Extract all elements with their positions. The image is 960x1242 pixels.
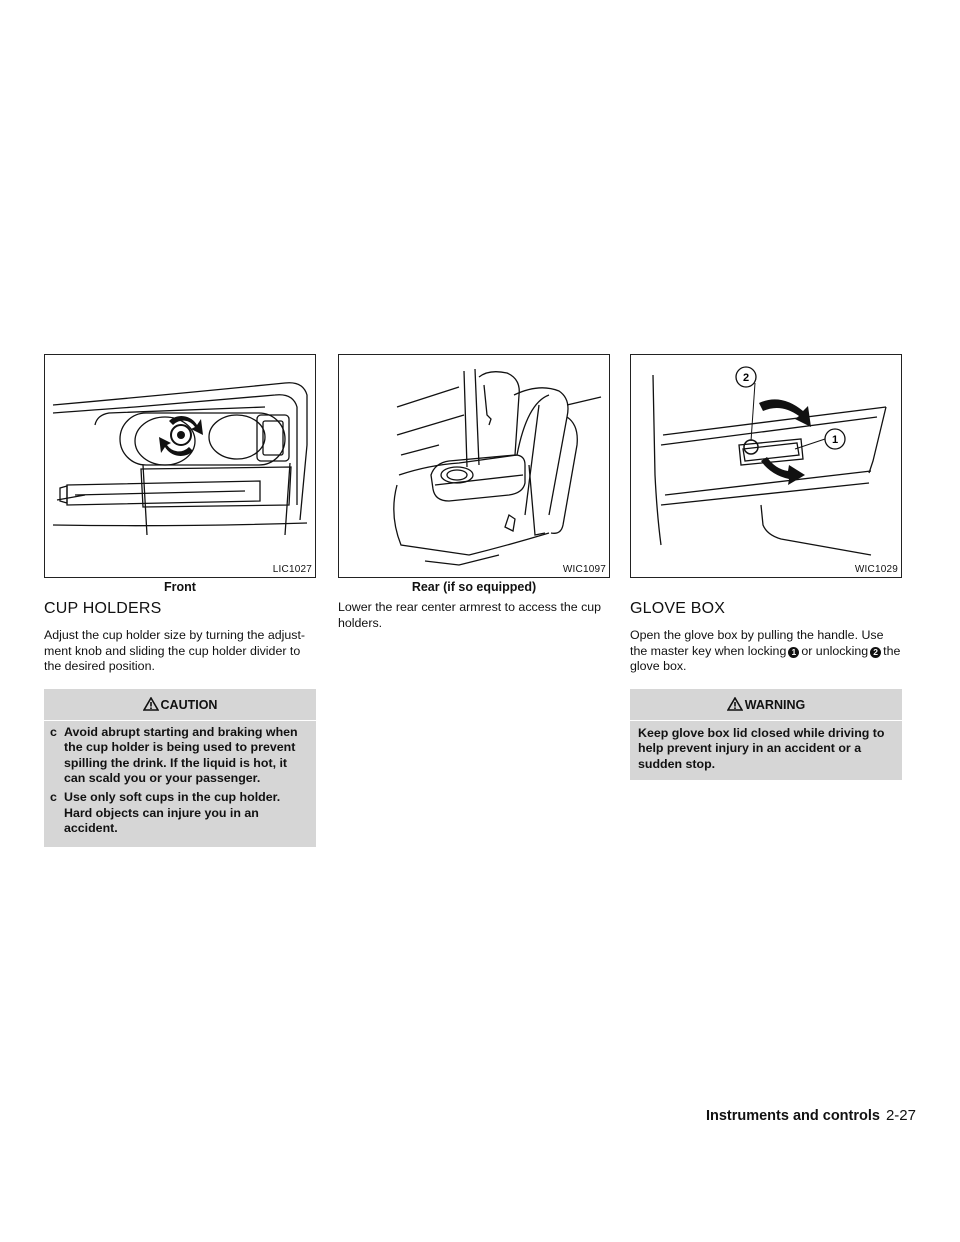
page-number: 2-27	[885, 1107, 916, 1124]
marker-2: 2	[870, 647, 881, 658]
caution-item-text: Avoid abrupt starting and braking when the cup holder is being used to prevent spilling the drink. If the liquid is hot, it can scald you or your passenger.	[64, 724, 298, 785]
glove-box-text-c: the glove box.	[630, 643, 901, 674]
callout-1: 1	[831, 434, 839, 446]
caution-title: CAUTION	[160, 697, 218, 712]
figure-front-cup-holder	[44, 354, 316, 578]
glove-box-text-a: Open the glove box by pulling the handle. Use the master key when locking	[630, 628, 884, 658]
caution-box	[44, 689, 316, 847]
section-heading-cup-holders: CUP HOLDERS	[44, 600, 162, 617]
glove-box-illustration	[631, 355, 901, 577]
caution-item-text: Use only soft cups in the cup holder. Hard objects can injure you in an accident.	[64, 790, 281, 836]
footer-section-title: Instruments and controls	[705, 1108, 880, 1124]
warning-triangle-icon	[727, 697, 743, 714]
caution-item	[50, 790, 310, 836]
caution-item	[50, 725, 310, 787]
figure-code: LIC1027	[272, 564, 312, 575]
marker-1: 1	[788, 647, 799, 658]
warning-box	[630, 689, 902, 780]
warning-header	[630, 689, 902, 721]
figure-code: WIC1097	[562, 564, 606, 575]
cup-holders-body: Adjust the cup holder size by turning the adjust-ment knob and sliding the cup holder divider to the desired position.	[44, 628, 306, 674]
bullet-glyph: c	[50, 724, 57, 739]
figure-rear-cup-holder	[338, 354, 610, 578]
front-cup-holder-illustration	[45, 355, 315, 577]
caution-list	[44, 721, 316, 837]
warning-triangle-icon	[143, 697, 159, 714]
bullet-glyph: c	[50, 790, 57, 805]
section-heading-glove-box: GLOVE BOX	[630, 600, 726, 617]
figure-caption-front: Front	[164, 580, 196, 594]
rear-armrest-illustration	[339, 355, 609, 577]
figure-code: WIC1029	[854, 564, 898, 575]
glove-box-text-b: or unlocking	[801, 643, 869, 658]
page-footer	[706, 1107, 916, 1124]
column-cup-holders-front	[44, 354, 316, 847]
figure-caption-glove	[630, 580, 902, 596]
warning-title: WARNING	[744, 697, 806, 712]
glove-box-body	[630, 628, 902, 675]
column-cup-holders-rear	[338, 354, 610, 645]
figure-caption-rear: Rear (if so equipped)	[411, 580, 537, 594]
caution-header	[44, 689, 316, 721]
column-glove-box	[630, 354, 902, 780]
figure-glove-box	[630, 354, 902, 578]
rear-cup-holder-text: Lower the rear center armrest to access the cup holders.	[338, 600, 602, 630]
callout-2: 2	[742, 372, 750, 384]
warning-text: Keep glove box lid closed while driving to help prevent injury in an accident or a sudden stop.	[638, 725, 885, 771]
